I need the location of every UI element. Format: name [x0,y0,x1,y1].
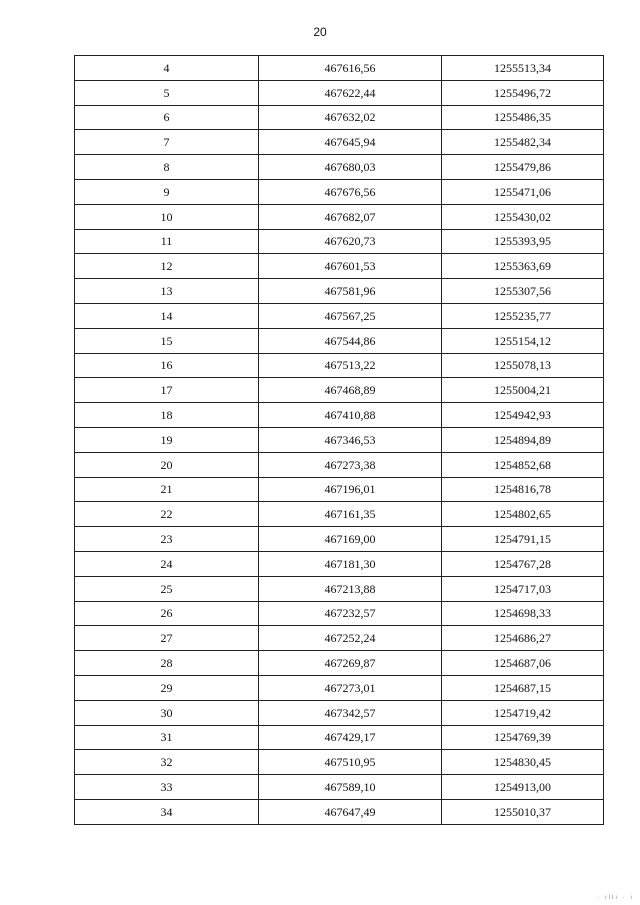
point-number-cell: 17 [75,378,259,403]
table-row [75,502,604,527]
x-coordinate-cell: 467620,73 [259,229,442,254]
y-coordinate-cell: 1254687,15 [442,675,604,700]
point-number-cell: 4 [75,56,259,81]
y-coordinate-cell: 1254769,39 [442,725,604,750]
x-coordinate-cell: 467676,56 [259,179,442,204]
y-coordinate-cell: 1255513,34 [442,56,604,81]
x-coordinate-cell: 467161,35 [259,502,442,527]
coordinates-table [74,55,604,825]
point-number-cell: 23 [75,527,259,552]
table-row [75,675,604,700]
scan-mark: · ıllı · ı [597,895,634,901]
table-row [75,56,604,81]
point-number-cell: 16 [75,353,259,378]
point-number-cell: 18 [75,403,259,428]
y-coordinate-cell: 1254686,27 [442,626,604,651]
y-coordinate-cell: 1255154,12 [442,328,604,353]
table-row [75,551,604,576]
y-coordinate-cell: 1254687,06 [442,651,604,676]
table-row [75,626,604,651]
point-number-cell: 31 [75,725,259,750]
point-number-cell: 22 [75,502,259,527]
coordinates-table-body [75,56,604,825]
table-row [75,229,604,254]
x-coordinate-cell: 467232,57 [259,601,442,626]
table-row [75,477,604,502]
table-row [75,179,604,204]
y-coordinate-cell: 1254942,93 [442,403,604,428]
x-coordinate-cell: 467567,25 [259,303,442,328]
point-number-cell: 27 [75,626,259,651]
x-coordinate-cell: 467645,94 [259,130,442,155]
x-coordinate-cell: 467346,53 [259,427,442,452]
y-coordinate-cell: 1254913,00 [442,775,604,800]
x-coordinate-cell: 467589,10 [259,775,442,800]
table-row [75,303,604,328]
x-coordinate-cell: 467510,95 [259,750,442,775]
table-row [75,105,604,130]
table-row [75,155,604,180]
page-number: 20 [313,25,327,39]
table-row [75,130,604,155]
x-coordinate-cell: 467273,01 [259,675,442,700]
table-row [75,576,604,601]
table-row [75,725,604,750]
point-number-cell: 6 [75,105,259,130]
y-coordinate-cell: 1255486,35 [442,105,604,130]
point-number-cell: 8 [75,155,259,180]
table-row [75,279,604,304]
x-coordinate-cell: 467601,53 [259,254,442,279]
x-coordinate-cell: 467252,24 [259,626,442,651]
y-coordinate-cell: 1254717,03 [442,576,604,601]
x-coordinate-cell: 467196,01 [259,477,442,502]
x-coordinate-cell: 467682,07 [259,204,442,229]
point-number-cell: 21 [75,477,259,502]
y-coordinate-cell: 1255430,02 [442,204,604,229]
table-row [75,700,604,725]
point-number-cell: 30 [75,700,259,725]
point-number-cell: 34 [75,799,259,824]
point-number-cell: 10 [75,204,259,229]
point-number-cell: 12 [75,254,259,279]
x-coordinate-cell: 467181,30 [259,551,442,576]
x-coordinate-cell: 467513,22 [259,353,442,378]
y-coordinate-cell: 1255078,13 [442,353,604,378]
table-row [75,750,604,775]
point-number-cell: 14 [75,303,259,328]
y-coordinate-cell: 1254767,28 [442,551,604,576]
table-row [75,651,604,676]
y-coordinate-cell: 1255471,06 [442,179,604,204]
y-coordinate-cell: 1255307,56 [442,279,604,304]
point-number-cell: 19 [75,427,259,452]
point-number-cell: 29 [75,675,259,700]
x-coordinate-cell: 467680,03 [259,155,442,180]
point-number-cell: 15 [75,328,259,353]
table-row [75,601,604,626]
y-coordinate-cell: 1254719,42 [442,700,604,725]
y-coordinate-cell: 1254852,68 [442,452,604,477]
table-row [75,254,604,279]
table-row [75,80,604,105]
x-coordinate-cell: 467622,44 [259,80,442,105]
x-coordinate-cell: 467544,86 [259,328,442,353]
x-coordinate-cell: 467429,17 [259,725,442,750]
y-coordinate-cell: 1254894,89 [442,427,604,452]
table-row [75,353,604,378]
y-coordinate-cell: 1255479,86 [442,155,604,180]
table-row [75,452,604,477]
y-coordinate-cell: 1255496,72 [442,80,604,105]
y-coordinate-cell: 1254830,45 [442,750,604,775]
table-row [75,403,604,428]
point-number-cell: 5 [75,80,259,105]
table-row [75,775,604,800]
x-coordinate-cell: 467468,89 [259,378,442,403]
y-coordinate-cell: 1254802,65 [442,502,604,527]
point-number-cell: 32 [75,750,259,775]
y-coordinate-cell: 1254791,15 [442,527,604,552]
x-coordinate-cell: 467213,88 [259,576,442,601]
point-number-cell: 28 [75,651,259,676]
point-number-cell: 25 [75,576,259,601]
table-row [75,204,604,229]
table-row [75,378,604,403]
point-number-cell: 26 [75,601,259,626]
x-coordinate-cell: 467169,00 [259,527,442,552]
y-coordinate-cell: 1255363,69 [442,254,604,279]
point-number-cell: 13 [75,279,259,304]
point-number-cell: 7 [75,130,259,155]
x-coordinate-cell: 467632,02 [259,105,442,130]
y-coordinate-cell: 1255393,95 [442,229,604,254]
table-row [75,427,604,452]
x-coordinate-cell: 467273,38 [259,452,442,477]
table-row [75,527,604,552]
x-coordinate-cell: 467269,87 [259,651,442,676]
y-coordinate-cell: 1254698,33 [442,601,604,626]
y-coordinate-cell: 1255482,34 [442,130,604,155]
x-coordinate-cell: 467647,49 [259,799,442,824]
point-number-cell: 33 [75,775,259,800]
x-coordinate-cell: 467410,88 [259,403,442,428]
table-row [75,328,604,353]
point-number-cell: 9 [75,179,259,204]
x-coordinate-cell: 467342,57 [259,700,442,725]
y-coordinate-cell: 1255004,21 [442,378,604,403]
x-coordinate-cell: 467581,96 [259,279,442,304]
x-coordinate-cell: 467616,56 [259,56,442,81]
y-coordinate-cell: 1255235,77 [442,303,604,328]
point-number-cell: 20 [75,452,259,477]
table-row [75,799,604,824]
y-coordinate-cell: 1255010,37 [442,799,604,824]
y-coordinate-cell: 1254816,78 [442,477,604,502]
point-number-cell: 11 [75,229,259,254]
point-number-cell: 24 [75,551,259,576]
